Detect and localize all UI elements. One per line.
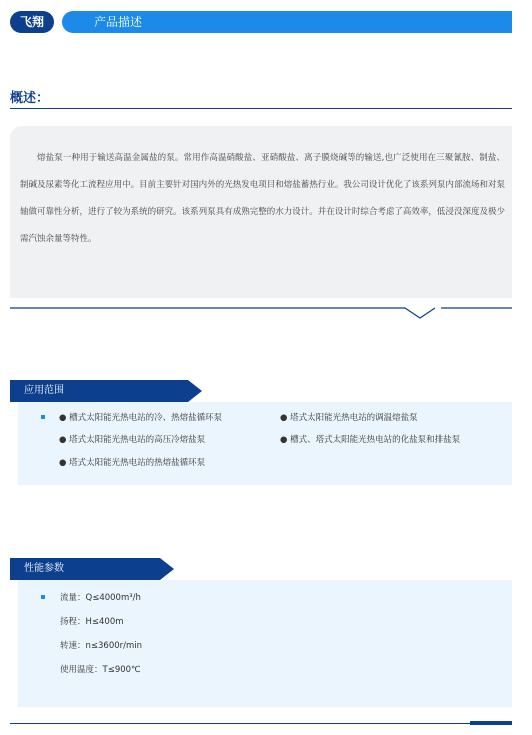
applications-title: 应用范围 bbox=[24, 385, 64, 396]
performance-item-head: 扬程：H≤400m bbox=[60, 617, 124, 627]
brand-label: 飞翔 bbox=[19, 15, 44, 29]
overview-divider bbox=[10, 108, 512, 109]
performance-item-flow: 流量：Q≤4000m³/h bbox=[60, 593, 141, 603]
footer-accent-bar bbox=[470, 721, 512, 725]
performance-banner bbox=[10, 558, 210, 580]
overview-bottom-line bbox=[0, 296, 532, 326]
performance-item-speed: 转速：n≤3600r/min bbox=[60, 641, 143, 651]
overview-heading: 概述： bbox=[10, 91, 50, 106]
application-item: ● 塔式太阳能光热电站的高压冷熔盐泵 bbox=[59, 435, 206, 445]
application-item: ● 槽式太阳能光热电站的冷、热熔盐循环泵 bbox=[59, 413, 223, 423]
footer-divider bbox=[10, 723, 512, 724]
applications-banner bbox=[10, 380, 210, 402]
application-item: ● 槽式、塔式太阳能光热电站的化盐泵和排盐泵 bbox=[280, 435, 461, 445]
application-item: ● 塔式太阳能光热电站的调温熔盐泵 bbox=[280, 413, 418, 423]
section-title-pill bbox=[62, 11, 512, 33]
performance-bullet-icon bbox=[41, 595, 45, 599]
brand-pill bbox=[10, 11, 54, 33]
applications-bullet-icon bbox=[41, 415, 45, 419]
application-item: ● 塔式太阳能光热电站的热熔盐循环泵 bbox=[59, 458, 206, 468]
performance-item-temperature: 使用温度：T≤900℃ bbox=[60, 665, 141, 675]
section-title: 产品描述 bbox=[94, 15, 143, 29]
performance-title: 性能参数 bbox=[24, 563, 64, 574]
overview-text: 熔盐泵一种用于输送高温金属盐的泵。常用作高温硝酸盐、亚硝酸盐、离子膜烧碱等的输送,也广泛使用在三聚氰胺、制盐、制碱及尿素等化工流程应用中。目前主要针对国内外的光热发电项目和熔盐蓄热行业。我公司设计优化了该系列泵内部流场和对泵轴做可靠性分析，进行了较为系统的研究。该系列泵具有成熟完整的水力设计。并在设计时综合考虑了高效率，低浸没深度及极少需汽蚀余量等特性。 bbox=[20, 153, 505, 244]
